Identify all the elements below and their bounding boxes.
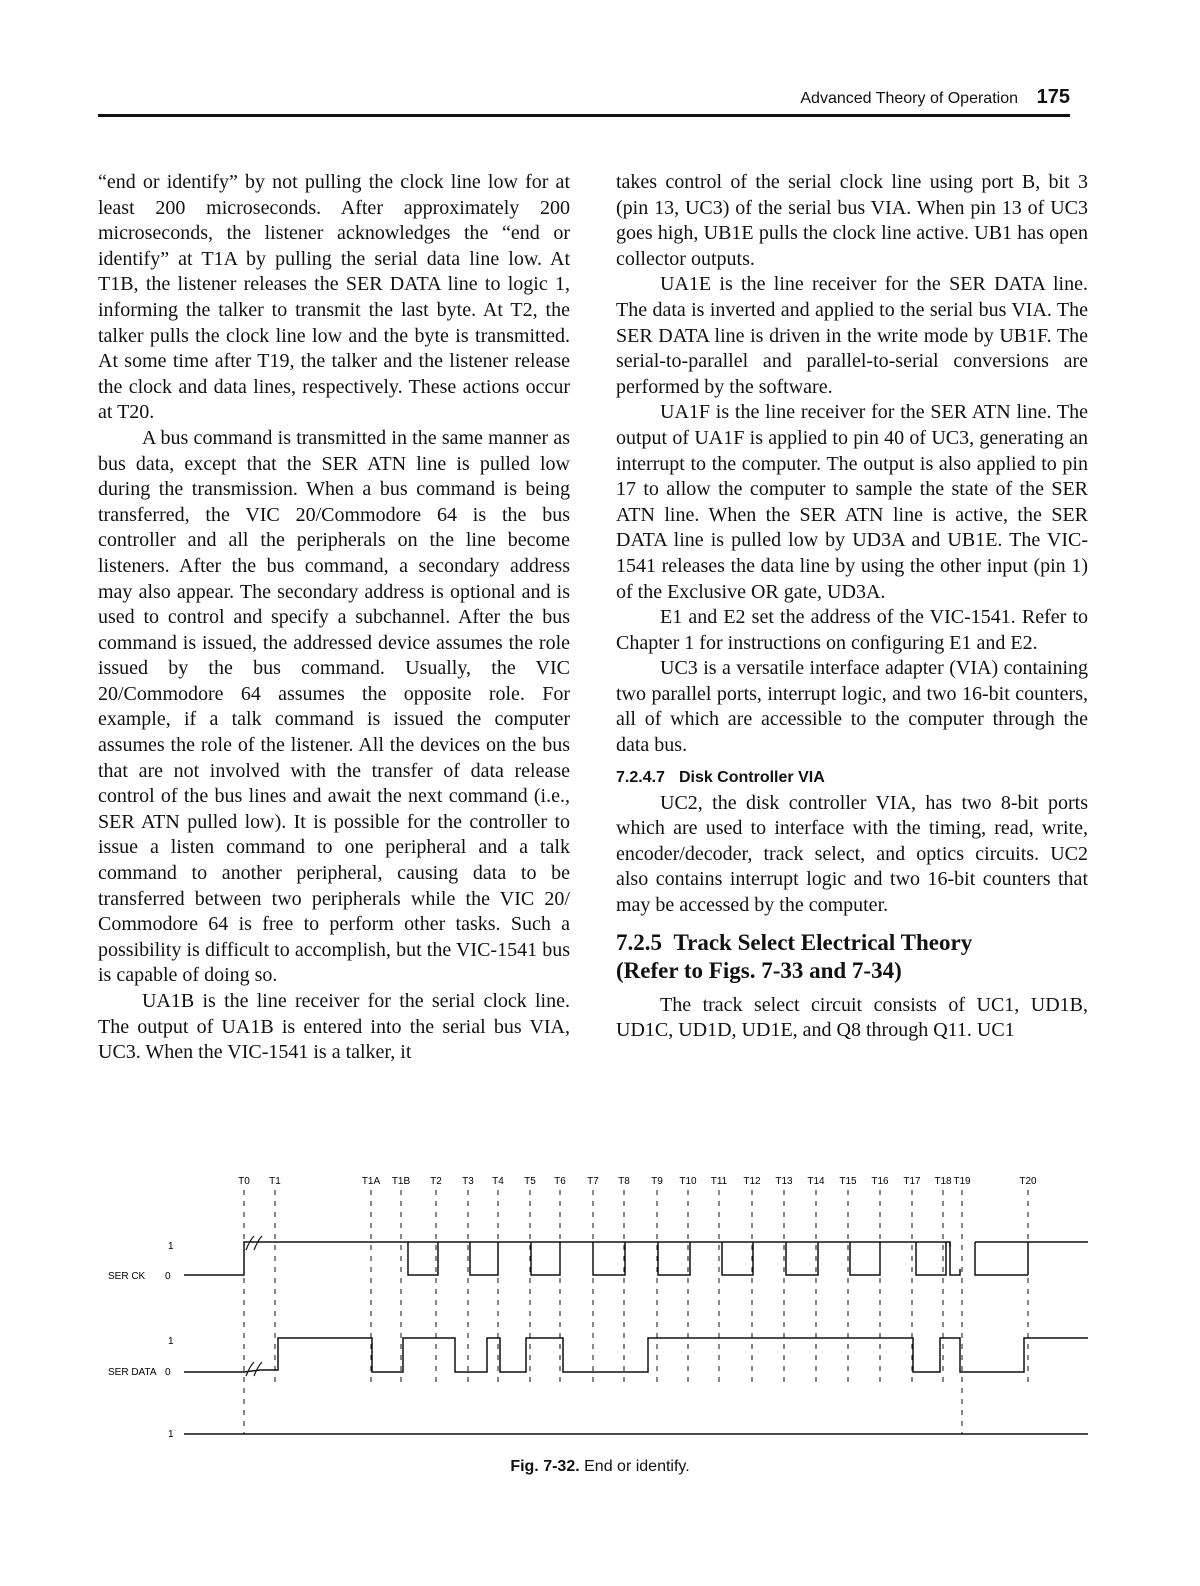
time-label: T13	[775, 1176, 793, 1187]
time-label: T1A	[361, 1176, 381, 1187]
time-label: T3	[462, 1176, 474, 1187]
right-column	[616, 170, 1088, 1044]
time-label: T1B	[391, 1176, 411, 1187]
time-label: T18	[934, 1176, 952, 1187]
time-label: T8	[618, 1176, 630, 1187]
time-label: T7	[587, 1176, 599, 1187]
running-header	[98, 88, 1070, 118]
paragraph: UC3 is a versatile interface adapter (VIA) containing two parallel ports, interrupt logic, and two 16-bit counters, all of which are accessible to the computer through the data bus.	[616, 657, 1088, 757]
ser-ck-low-label: 0	[165, 1271, 171, 1282]
time-label: T12	[743, 1176, 761, 1187]
break-marks	[246, 1236, 262, 1376]
paragraph: E1 and E2 set the address of the VIC-1541. Refer to Chapter 1 for instructions on configuring E1 and E2.	[616, 606, 1088, 654]
time-label: T5	[524, 1176, 536, 1187]
header-rule	[98, 114, 1070, 117]
ser-data-low-label: 0	[165, 1367, 171, 1378]
ser-ck-label: SER CK	[108, 1271, 146, 1282]
bottom-level-label: 1	[168, 1429, 174, 1440]
section-title-line2: (Refer to Figs. 7-33 and 7-34)	[616, 957, 902, 983]
paragraph: The track select circuit consists of UC1, UD1B, UD1C, UD1D, UD1E, and Q8 through Q11. UC1	[616, 993, 1088, 1042]
time-label: T16	[871, 1176, 889, 1187]
subsection-title: Disk Controller VIA	[678, 768, 825, 786]
time-label: T2	[430, 1176, 442, 1187]
time-label: T4	[492, 1176, 504, 1187]
page-number: 175	[1036, 86, 1070, 108]
ser-ck-high-label: 1	[168, 1241, 174, 1252]
subsection-heading	[616, 765, 1088, 791]
section-title-line1: Track Select Electrical Theory	[673, 929, 973, 955]
caption-text: End or identify.	[584, 1458, 690, 1475]
section-number: 7.2.5	[616, 929, 662, 955]
time-label: T17	[903, 1176, 921, 1187]
time-label: T1	[269, 1176, 281, 1187]
section-heading	[616, 929, 1088, 985]
time-label: T15	[839, 1176, 857, 1187]
time-label: T11	[710, 1176, 728, 1187]
time-label: T0	[238, 1176, 250, 1187]
left-column	[98, 170, 570, 1066]
paragraph: UC2, the disk controller VIA, has two 8-bit ports which are used to interface with the timing, read, write, encoder/decoder, track select, and optics circuits. UC2 also contains interrupt logic and two 16-bit counters that may be accessed by the computer.	[616, 791, 1088, 917]
paragraph: UA1F is the line receiver for the SER ATN line. The output of UA1F is applied to pin 40 of UC3, generating an interrupt to the computer. The output is also applied to pin 17 to allow the computer to sample the state of the SER ATN line. When the SER ATN line is active, the SER DATA line is pulled low by UD3A and UB1E. The VIC-1541 releases the data line by using the other input (pin 1) of the Exclusive OR gate, UD3A.	[616, 401, 1088, 603]
caption-number: Fig. 7-32.	[510, 1458, 580, 1475]
subsection-number: 7.2.4.7	[616, 768, 665, 786]
time-label: T14	[807, 1176, 825, 1187]
time-label: T20	[1019, 1176, 1037, 1187]
ser-data-high-label: 1	[168, 1336, 174, 1347]
paragraph: A bus command is transmitted in the same manner as bus data, except that the SER ATN line is pulled low during the transmission. When a bus command is being transferred, the VIC 20/Commodore 64 is the bus controller and all the peripherals on the line become listeners. After the bus command, a secondary address may also appear. The secondary address is optional and is used to control and specify a subchannel. After the bus command is issued, the addressed device assumes the role issued by the bus command. Usually, the VIC 20/Commodore 64 assumes the opposite role. For example, if a talk command is issued the computer assumes the role of the listener. All the devices on the bus that are not involved with the transfer of data release control of the bus lines and await the next command (i.e., SER ATN pulled low). It is possible for the controller to issue a listen command to one peripheral and a talk command to another peripheral, causing data to be transferred between two peripherals while the VIC 20/ Commodore 64 is free to perform other tasks. Such a possibility is difficult to accomplish, but the VIC-1541 bus is capable of doing so.	[98, 426, 570, 987]
time-label: T10	[679, 1176, 697, 1187]
ser-data-label: SER DATA	[108, 1367, 157, 1378]
time-label: T9	[651, 1176, 663, 1187]
paragraph: UA1E is the line receiver for the SER DATA line. The data is inverted and applied to the serial bus VIA. The SER DATA line is driven in the write mode by UB1F. The serial-to-parallel and parallel-to-serial conversions are performed by the software.	[616, 273, 1088, 398]
paragraph: takes control of the serial clock line using port B, bit 3 (pin 13, UC3) of the serial bus VIA. When pin 13 of UC3 goes high, UB1E pulls the clock line active. UB1 has open collector outputs.	[616, 171, 1088, 270]
ser-ck-waveform	[184, 1242, 1088, 1275]
timing-diagram	[98, 1168, 1098, 1448]
ser-data-waveform	[184, 1338, 1088, 1372]
time-label: T6	[554, 1176, 566, 1187]
figure-caption	[0, 1458, 1200, 1476]
paragraph: “end or identify” by not pulling the clock line low for at least 200 microseconds. After approximately 200 microseconds, the listener acknowledges the “end or identify” at T1A by pulling the serial data line low. At T1B, the listener releases the SER DATA line to logic 1, informing the talker to transmit the last byte. At T2, the talker pulls the clock line low and the byte is transmitted. At some time after T19, the talker and the listener release the clock and data lines, respectively. These actions occur at T20.	[98, 171, 570, 424]
header-title: Advanced Theory of Operation	[800, 90, 1018, 107]
time-label: T19	[953, 1176, 971, 1187]
paragraph: UA1B is the line receiver for the serial clock line. The output of UA1B is entered into the serial bus VIA, UC3. When the VIC-1541 is a talker, it	[98, 990, 570, 1064]
